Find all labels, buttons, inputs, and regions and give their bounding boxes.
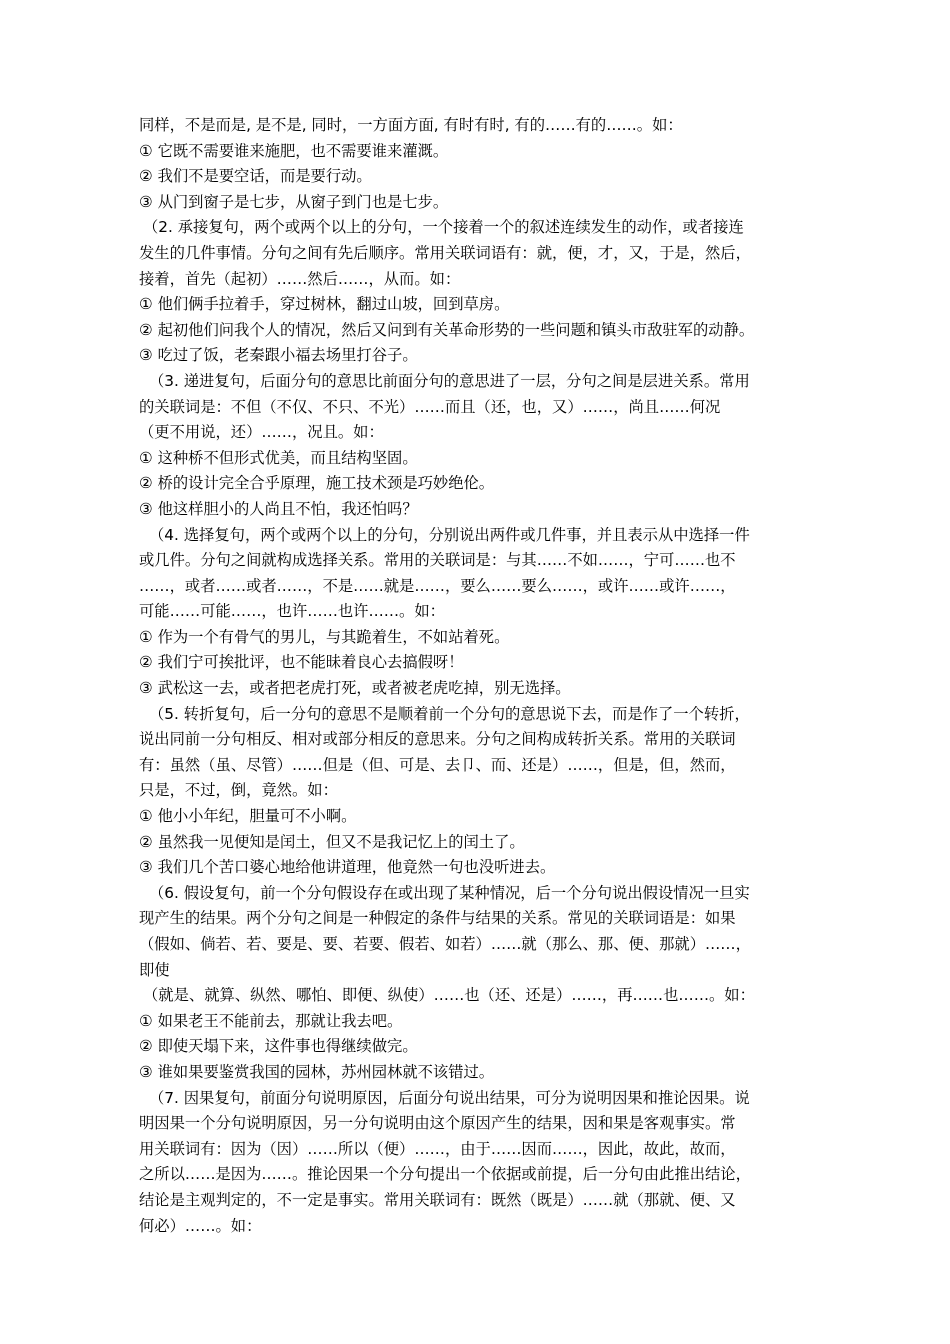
text-line: 明因果一个分句说明原因，另一分句说明由这个原因产生的结果，因和果是客观事实。常 (139, 1114, 736, 1133)
text-line: 可能……可能……，也许……也许……。如： (139, 602, 445, 621)
text-line: 用关联词有：因为（因）……所以（便）……，由于……因而……，因此，故此，故而， (139, 1139, 736, 1158)
document-body (139, 113, 821, 1239)
text-line: （假如、倘若、若、要是、要、若要、假若、如若）……就（那么、那、便、那就）……， (139, 935, 751, 953)
example-line: ② 桥的设计完全合乎原理，施工技术颈是巧妙绝伦。 (139, 474, 495, 493)
example-line: ① 它既不需要谁来施肥，也不需要谁来灌溉。 (139, 141, 449, 160)
text-line: 接着，首先（起初）……然后……，从而。如： (139, 269, 461, 288)
text-line: 发生的几件事情。分句之间有先后顺序。常用关联词语有：就，便，才，又，于是，然后， (139, 243, 751, 262)
example-line: ① 他小小年纪，胆量可不小啊。 (139, 807, 357, 826)
text-line: 的关联词是：不但（不仅、不只、不光）……而且（还，也，又）……，尚且……何况 (139, 397, 721, 416)
example-line: ③ 吃过了饭，老秦跟小福去场里打谷子。 (139, 346, 418, 365)
text-line: 有：虽然（虽、尽管）……但是（但、可是、去卩、而、还是）……，但是，但，然而， (139, 755, 736, 774)
text-line: 即使 (139, 960, 170, 979)
text-line: ……，或者……或者……，不是……就是……，要么……要么……，或许……或许……， (139, 576, 736, 595)
section-heading-line: （4. 选择复句，两个或两个以上的分句，分别说出两件或几件事，并且表示从中选择一件 (149, 525, 750, 544)
example-line: ③ 从门到窗子是七步，从窗子到门也是七步。 (139, 192, 449, 211)
text-line: 之所以……是因为……。推论因果一个分句提出一个依据或前提，后一分句由此推出结论， (139, 1165, 751, 1184)
section-heading-line: （5. 转折复句，后一分句的意思不是顺着前一个分句的意思说下去，而是作了一个转折， (149, 704, 750, 723)
text-line: 何必）……。如： (139, 1216, 262, 1235)
example-line: ① 如果老王不能前去，那就让我去吧。 (139, 1011, 403, 1030)
text-line: （就是、就算、纵然、哪怕、即便、纵使）……也（还、还是）……，再……也……。如： (143, 986, 755, 1005)
text-line: 结论是主观判定的，不一定是事实。常用关联词有：既然（既是）……就（那就、便、又 (139, 1190, 736, 1209)
text-line: 同样，不是而是, 是不是, 同时，一方面方面, 有时有时, 有的……有的……。如： (139, 116, 683, 134)
example-line: ② 虽然我一见便知是闰土，但又不是我记忆上的闰土了。 (139, 832, 525, 851)
example-line: ③ 武松这一去，或者把老虎打死，或者被老虎吃掉，别无选择。 (139, 679, 571, 698)
example-line: ③ 他这样胆小的人尚且不怕，我还怕吗？ (139, 499, 418, 518)
text-line: 或几件。分句之间就构成选择关系。常用的关联词是：与其……不如……，宁可……也不 (139, 551, 736, 570)
text-line: 说出同前一分句相反、相对或部分相反的意思来。分句之间构成转折关系。常用的关联词 (139, 730, 736, 749)
section-heading-line: （7. 因果复句，前面分句说明原因，后面分句说出结果，可分为说明因果和推论因果。说 (149, 1088, 750, 1107)
section-heading-line: （6. 假设复句，前一个分句假设存在或出现了某种情况，后一个分句说出假设情况一旦实 (149, 883, 750, 902)
example-line: ① 这种桥不但形式优美，而且结构坚固。 (139, 448, 418, 467)
example-line: ① 他们俩手拉着手，穿过树林，翻过山坡，回到草房。 (139, 295, 510, 314)
example-line: ② 起初他们问我个人的情况，然后又问到有关革命形势的一些问题和镇头市敌驻军的动静。 (139, 320, 755, 339)
section-heading-line: （3. 递进复句，后面分句的意思比前面分句的意思进了一层，分句之间是层进关系。常用 (149, 371, 750, 390)
example-line: ② 即使天塌下来，这件事也得继续做完。 (139, 1037, 418, 1056)
section-heading-line: （2. 承接复句，两个或两个以上的分句，一个接着一个的叙述连续发生的动作，或者接连 (143, 218, 744, 237)
text-line: 只是，不过，倒，竟然。如： (139, 781, 338, 800)
text-line: 现产生的结果。两个分句之间是一种假定的条件与结果的关系。常见的关联词语是：如果 (139, 909, 736, 928)
text-line: （更不用说，还）……，况且。如： (139, 423, 384, 442)
example-line: ① 作为一个有骨气的男儿，与其跪着生，不如站着死。 (139, 627, 510, 646)
example-line: ② 我们不是要空话，而是要行动。 (139, 167, 372, 186)
example-line: ③ 谁如果要鉴赏我国的园林，苏州园林就不该错过。 (139, 1062, 495, 1081)
example-line: ② 我们宁可挨批评，也不能昧着良心去搞假呀！ (139, 653, 464, 672)
example-line: ③ 我们几个苦口婆心地给他讲道理，他竟然一句也没听进去。 (139, 858, 556, 877)
